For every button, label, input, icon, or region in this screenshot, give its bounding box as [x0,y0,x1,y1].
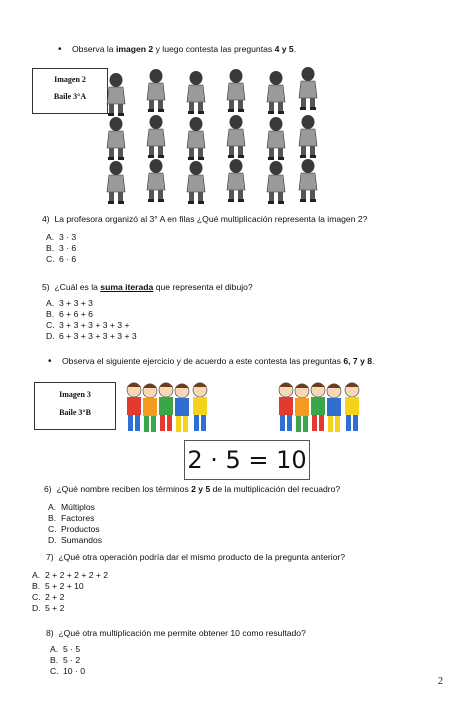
option-4b[interactable]: B. 3 · 6 [46,243,77,253]
question-8-text: ¿Qué otra multiplicación me permite obtener 10 como resultado? [58,628,306,638]
image-3-title: Imagen 3 [59,390,91,399]
question-5: 5) ¿Cuál es la suma iterada que representa el dibujo? [42,282,253,292]
question-7-number: 7) [46,552,54,562]
image-3-label [34,382,116,430]
question-7-options [32,570,108,614]
question-6: 6) ¿Qué nombre reciben los términos 2 y 5 de la multiplicación del recuadro? [44,484,341,494]
children-row-3 [107,159,317,204]
intro-instruction-1: • Observa la imagen 2 y luego contesta las preguntas 4 y 5. [72,44,296,55]
option-4a[interactable]: A. 3 · 3 [46,232,77,242]
child-group-left [127,383,207,433]
option-6b[interactable]: B. Factores [48,513,95,523]
option-5d[interactable]: D. 6 + 3 + 3 + 3 + 3 + 3 [46,331,137,341]
option-7a[interactable]: A. 2 + 2 + 2 + 2 + 2 [32,570,109,580]
image-2-subtitle: Baile 3°A [53,92,87,101]
option-8a[interactable]: A. 5 · 5 [50,644,81,654]
question-4-number: 4) [42,214,50,224]
option-8c[interactable]: C. 10 · 0 [50,666,85,676]
page-number: 2 [438,676,443,687]
option-6a[interactable]: A. Múltiplos [48,502,95,512]
option-7d[interactable]: D. 5 + 2 [32,603,65,613]
image-2-title: Imagen 2 [54,75,86,84]
children-row-2 [107,115,317,160]
question-8-number: 8) [46,628,54,638]
equation-box: 2 · 5 = 10 [184,440,310,480]
question-7-text: ¿Qué otra operación podría dar el mismo producto de la pregunta anterior? [58,552,346,562]
question-5-options [46,298,137,342]
option-5b[interactable]: B. 6 + 6 + 6 [46,309,93,319]
image-3-subtitle: Baile 3°B [59,408,91,417]
option-5c[interactable]: C. 3 + 3 + 3 + 3 + 3 + [46,320,130,330]
question-4-options [46,232,76,265]
option-5a[interactable]: A. 3 + 3 + 3 [46,298,93,308]
option-4c[interactable]: C. 6 · 6 [46,254,77,264]
question-5-highlight: suma iterada [100,282,154,292]
option-8b[interactable]: B. 5 · 2 [50,655,81,665]
option-6d[interactable]: D. Sumandos [48,535,103,545]
option-6c[interactable]: C. Productos [48,524,100,534]
intro-instruction-2: • Observa el siguiente ejercicio y de acuerdo a este contesta las preguntas 6, 7 y 8. [62,356,374,367]
image-3-children-right [272,380,372,442]
option-7b[interactable]: B. 5 + 2 + 10 [32,581,84,591]
question-8 [46,628,306,639]
image-3-children-left [120,380,220,442]
question-4-text: La profesora organizó al 3° A en filas ¿Qué multiplicación representa la imagen 2? [54,214,368,224]
question-8-options [50,644,85,677]
question-6-options [48,502,102,546]
image-2-children-grid [96,66,326,206]
question-6-number: 6) [44,484,52,494]
question-7 [46,552,345,563]
child-group-right [279,383,359,433]
children-row-1 [107,67,317,116]
question-5-number: 5) [42,282,50,292]
option-7c[interactable]: C. 2 + 2 [32,592,65,602]
question-4 [42,214,367,225]
